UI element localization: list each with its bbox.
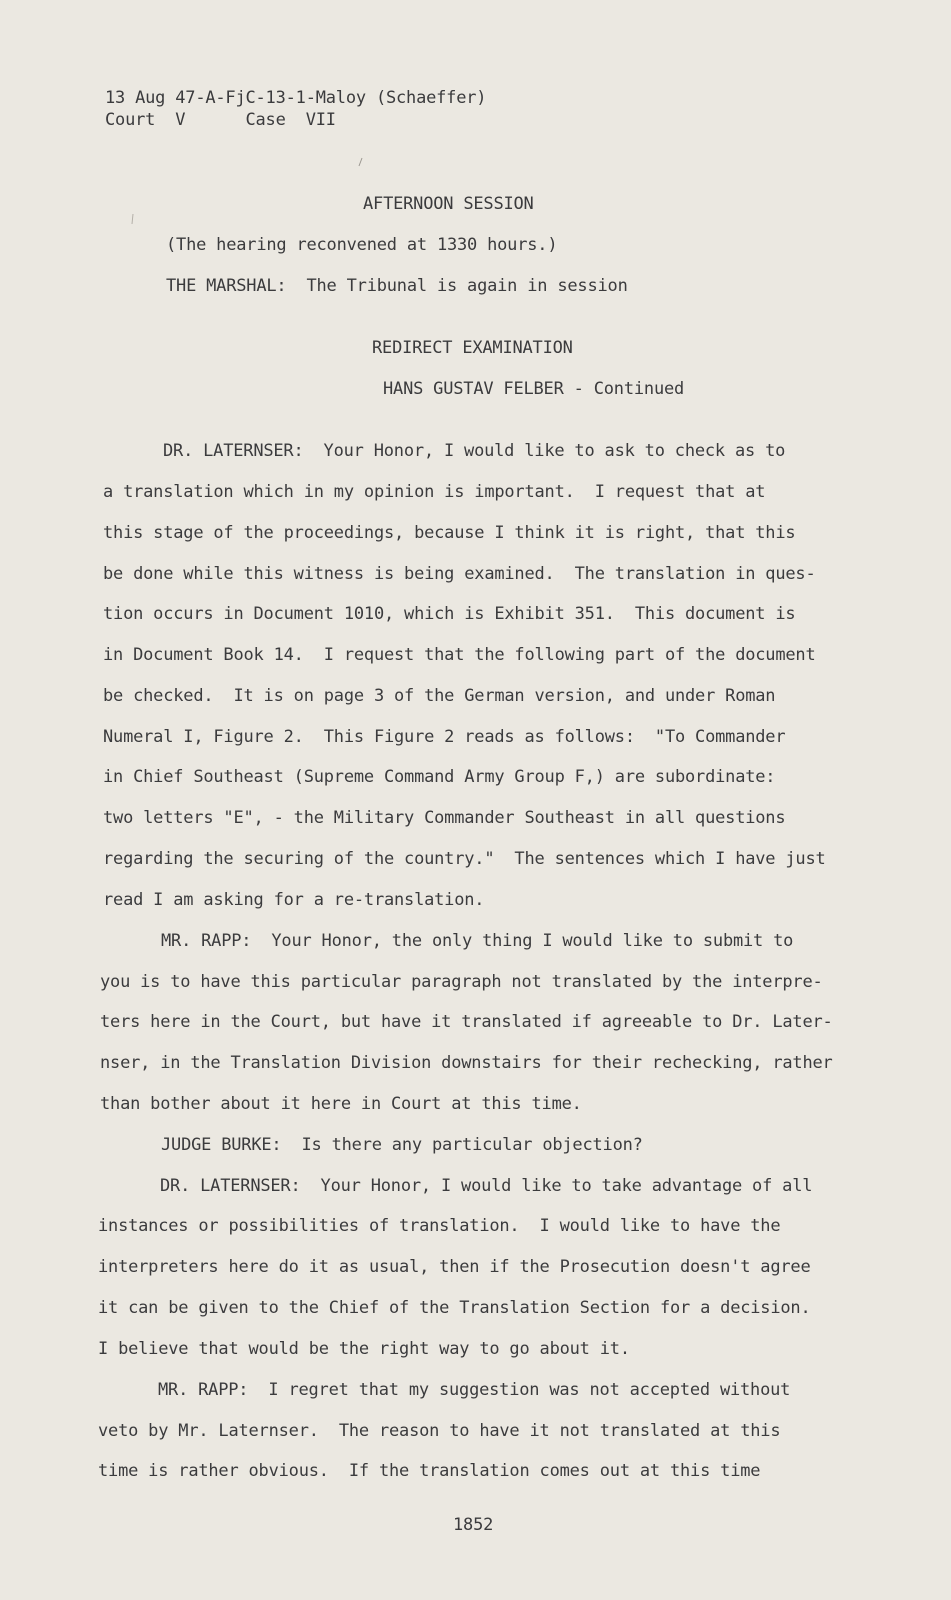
body-line: DR. LATERNSER: Your Honor, I would like to take advantage of all [160, 1176, 813, 1196]
examination-heading: REDIRECT EXAMINATION [372, 338, 573, 358]
witness-heading: HANS GUSTAV FELBER - Continued [383, 379, 685, 399]
body-line: regarding the securing of the country." The sentences which I have just [103, 849, 826, 869]
body-line: than bother about it here in Court at this time. [100, 1094, 582, 1114]
body-line: time is rather obvious. If the translation comes out at this time [98, 1461, 761, 1481]
marshal-line: THE MARSHAL: The Tribunal is again in session [166, 276, 628, 296]
body-line: ters here in the Court, but have it translated if agreeable to Dr. Later- [100, 1012, 833, 1032]
reconvened-note: (The hearing reconvened at 1330 hours.) [166, 235, 558, 255]
body-line: in Chief Southeast (Supreme Command Army Group F,) are subordinate: [103, 767, 776, 787]
body-line: I believe that would be the right way to go about it. [98, 1339, 630, 1359]
body-line: instances or possibilities of translation. I would like to have the [98, 1216, 781, 1236]
body-line: nser, in the Translation Division downstairs for their rechecking, rather [100, 1053, 833, 1073]
body-line: in Document Book 14. I request that the following part of the document [103, 645, 816, 665]
body-line: you is to have this particular paragraph not translated by the interpre- [100, 972, 823, 992]
body-line: JUDGE BURKE: Is there any particular objection? [161, 1135, 643, 1155]
body-line: veto by Mr. Laternser. The reason to have it not translated at this [98, 1421, 781, 1441]
session-heading: AFTERNOON SESSION [363, 194, 534, 214]
body-line: DR. LATERNSER: Your Honor, I would like to ask to check as to [163, 441, 786, 461]
body-line: this stage of the proceedings, because I think it is right, that this [103, 523, 796, 543]
header-line-1: 13 Aug 47-A-FjC-13-1-Maloy (Schaeffer) [105, 88, 487, 108]
body-line: a translation which in my opinion is important. I request that at [103, 482, 766, 502]
body-line: it can be given to the Chief of the Translation Section for a decision. [98, 1298, 811, 1318]
body-line: interpreters here do it as usual, then if the Prosecution doesn't agree [98, 1257, 811, 1277]
body-line: tion occurs in Document 1010, which is Exhibit 351. This document is [103, 604, 796, 624]
page-number: 1852 [453, 1515, 494, 1535]
body-line: read I am asking for a re-translation. [103, 890, 485, 910]
body-line: Numeral I, Figure 2. This Figure 2 reads as follows: "To Commander [103, 727, 786, 747]
body-line: two letters "E", - the Military Commander Southeast in all questions [103, 808, 786, 828]
body-line: MR. RAPP: Your Honor, the only thing I would like to submit to [161, 931, 794, 951]
body-line: be checked. It is on page 3 of the German version, and under Roman [103, 686, 776, 706]
body-line: MR. RAPP: I regret that my suggestion was not accepted without [158, 1380, 791, 1400]
body-line: be done while this witness is being examined. The translation in ques- [103, 564, 816, 584]
header-line-2: Court V Case VII [105, 110, 336, 130]
